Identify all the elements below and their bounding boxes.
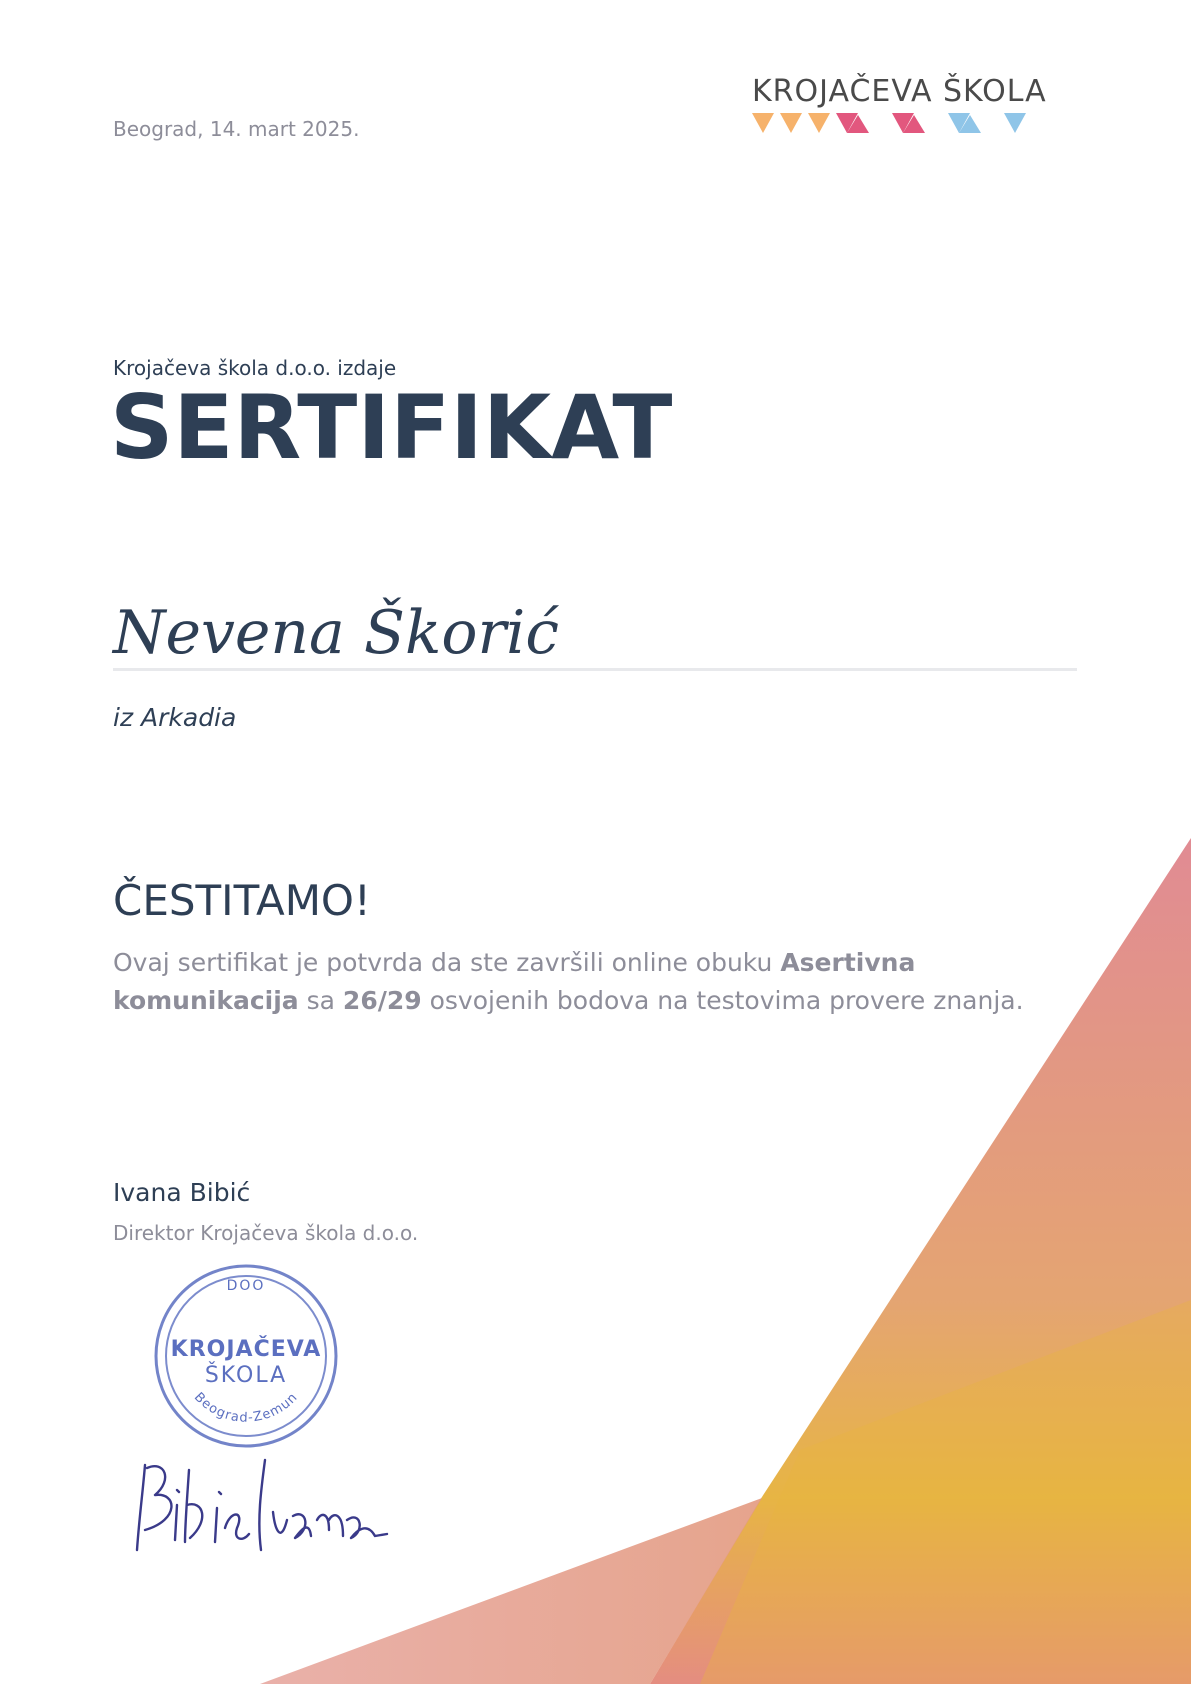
company-stamp (150, 1260, 342, 1452)
logo-text: KROJAČEVA ŠKOLA (752, 74, 1047, 109)
logo-triangles-icon (752, 113, 1078, 137)
logo (752, 74, 1078, 137)
congratulations-heading: ČESTITAMO! (113, 876, 371, 925)
handwritten-signature (125, 1450, 395, 1560)
body-text-part3: osvojenih bodova na testovima provere znanja. (429, 986, 1024, 1015)
stamp-top-text: DOO (226, 1278, 266, 1294)
recipient-from: iz Arkadia (113, 703, 237, 732)
certificate-title: SERTIFIKAT (110, 376, 673, 479)
director-name: Ivana Bibić (113, 1178, 251, 1207)
stamp-bottom-text: Beograd-Zemun (190, 1389, 302, 1426)
stamp-line1: KROJAČEVA (170, 1337, 322, 1362)
name-underline (113, 668, 1077, 671)
course-name: Asertivna komunikacija (113, 948, 916, 1015)
body-text-part1: Ovaj sertifikat je potvrda da ste završili online obuku (113, 948, 781, 977)
certificate-body (113, 944, 1073, 1020)
director-role: Direktor Krojačeva škola d.o.o. (113, 1221, 419, 1245)
recipient-name: Nevena Škorić (113, 598, 559, 668)
body-text-part2: sa (298, 986, 343, 1015)
svg-text:Beograd-Zemun (191, 1390, 301, 1426)
issue-date: Beograd, 14. mart 2025. (113, 117, 360, 141)
score: 26/29 (342, 986, 422, 1015)
issuer-line: Krojačeva škola d.o.o. izdaje (113, 356, 397, 380)
stamp-line2: ŠKOLA (204, 1363, 288, 1388)
